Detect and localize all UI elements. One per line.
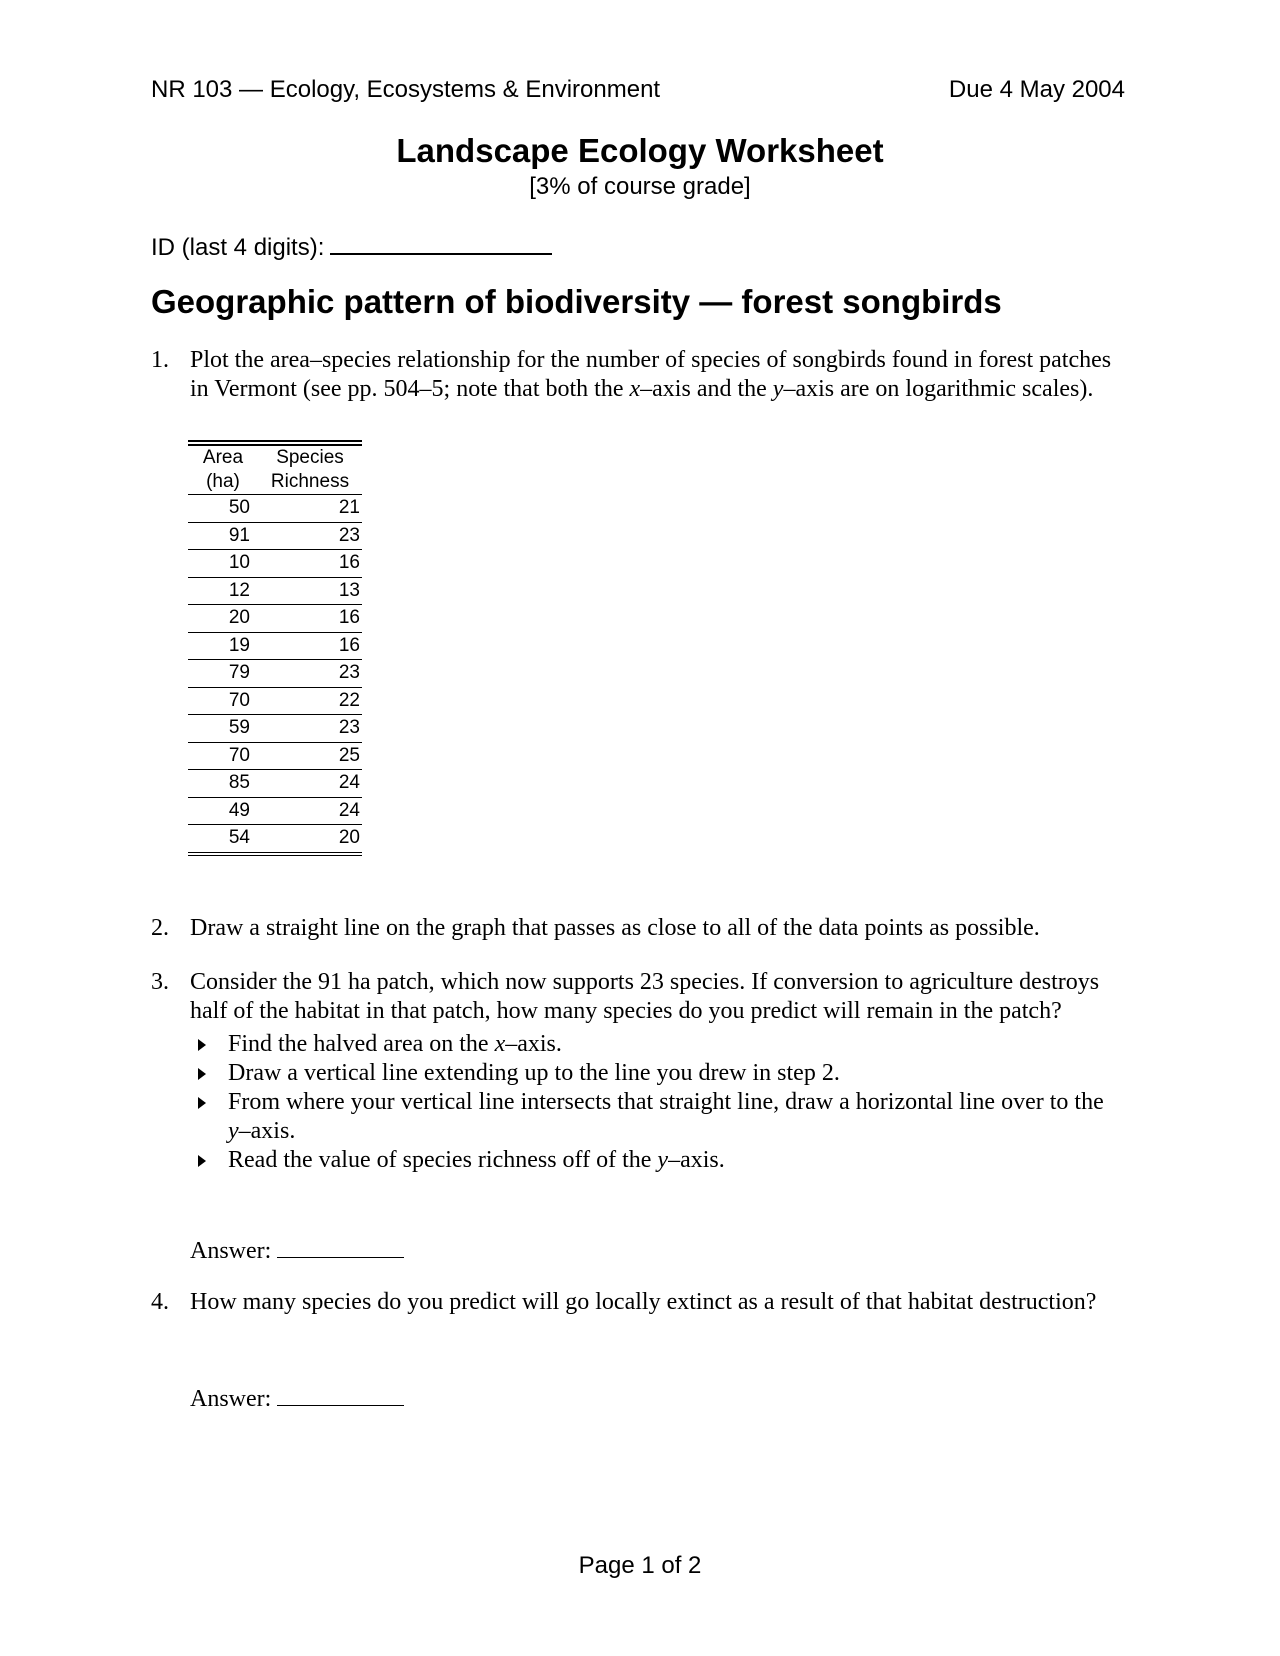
id-line	[151, 231, 552, 262]
table-row	[188, 797, 362, 825]
area-cell: 70	[188, 687, 258, 715]
table-row	[188, 495, 362, 523]
question-number: 1.	[151, 347, 169, 373]
area-cell: 59	[188, 715, 258, 743]
question-number: 4.	[151, 1289, 169, 1315]
table-row	[188, 770, 362, 798]
richness-cell: 25	[258, 742, 362, 770]
instruction-list	[190, 1030, 1131, 1175]
table-row	[188, 550, 362, 578]
triangle-bullet-icon	[198, 1097, 206, 1109]
question-text: How many species do you predict will go locally extinct as a result of that habitat destruction?	[190, 1289, 1097, 1315]
instruction-step: Draw a vertical line extending up to the line you drew in step 2.	[190, 1059, 1131, 1088]
richness-cell: 24	[258, 770, 362, 798]
answer-label: Answer:	[190, 1238, 272, 1264]
area-cell: 85	[188, 770, 258, 798]
page-title: Landscape Ecology Worksheet	[396, 132, 884, 169]
question-number: 3.	[151, 969, 169, 995]
table-row	[188, 742, 362, 770]
column-header: Species	[276, 447, 344, 468]
answer-line-3	[190, 1237, 404, 1265]
table-row	[188, 825, 362, 854]
instruction-step: Find the halved area on the x–axis.	[190, 1030, 1131, 1059]
area-cell: 10	[188, 550, 258, 578]
richness-cell: 20	[258, 825, 362, 854]
data-table	[188, 440, 362, 856]
richness-cell: 16	[258, 632, 362, 660]
table-row	[188, 632, 362, 660]
area-cell: 79	[188, 660, 258, 688]
triangle-bullet-icon	[198, 1039, 206, 1051]
area-cell: 12	[188, 577, 258, 605]
table-row	[188, 522, 362, 550]
question-4	[151, 1288, 1131, 1317]
area-cell: 49	[188, 797, 258, 825]
answer-line-4	[190, 1385, 404, 1413]
richness-cell: 16	[258, 605, 362, 633]
richness-cell: 23	[258, 715, 362, 743]
area-cell: 70	[188, 742, 258, 770]
richness-cell: 23	[258, 522, 362, 550]
column-header: Area	[202, 447, 244, 468]
area-cell: 54	[188, 825, 258, 854]
table-row	[188, 715, 362, 743]
question-2	[151, 914, 1131, 943]
table-row	[188, 687, 362, 715]
table-row	[188, 577, 362, 605]
section-title: Geographic pattern of biodiversity — forest songbirds	[151, 283, 1002, 320]
answer-label: Answer:	[190, 1386, 272, 1412]
course-title: NR 103 — Ecology, Ecosystems & Environment	[151, 76, 661, 103]
question-3	[151, 968, 1131, 1175]
area-cell: 50	[188, 495, 258, 523]
answer-blank	[277, 1385, 404, 1406]
answer-blank	[277, 1237, 404, 1258]
triangle-bullet-icon	[198, 1068, 206, 1080]
question-text: Consider the 91 ha patch, which now supports 23 species. If conversion to agriculture destroys half of the habitat in that patch, how many species do you predict will remain in the patch?	[190, 969, 1100, 1024]
id-blank	[330, 231, 552, 255]
richness-cell: 23	[258, 660, 362, 688]
id-label: ID (last 4 digits):	[151, 234, 325, 261]
page-subtitle: [3% of course grade]	[529, 173, 751, 200]
instruction-step: From where your vertical line intersects that straight line, draw a horizontal line over to the y–axis.	[190, 1088, 1131, 1146]
richness-cell: 16	[258, 550, 362, 578]
column-header: (ha)	[188, 470, 258, 495]
due-date: Due 4 May 2004	[948, 76, 1125, 103]
area-cell: 20	[188, 605, 258, 633]
triangle-bullet-icon	[198, 1155, 206, 1167]
question-1	[151, 346, 1131, 404]
richness-cell: 13	[258, 577, 362, 605]
richness-cell: 21	[258, 495, 362, 523]
question-number: 2.	[151, 915, 169, 941]
question-text: Plot the area–species relationship for the number of species of songbirds found in forest patches in Vermont (see pp. 504–5; note that both the x–axis and the y–axis are on logarithmic scales).	[190, 347, 1112, 402]
richness-cell: 24	[258, 797, 362, 825]
page-number: Page 1 of 2	[578, 1552, 702, 1579]
area-cell: 19	[188, 632, 258, 660]
area-cell: 91	[188, 522, 258, 550]
richness-cell: 22	[258, 687, 362, 715]
question-text: Draw a straight line on the graph that passes as close to all of the data points as possible.	[190, 915, 1040, 941]
instruction-step: Read the value of species richness off of the y–axis.	[190, 1146, 1131, 1175]
table-row	[188, 605, 362, 633]
column-header: Richness	[258, 470, 362, 495]
table-row	[188, 660, 362, 688]
